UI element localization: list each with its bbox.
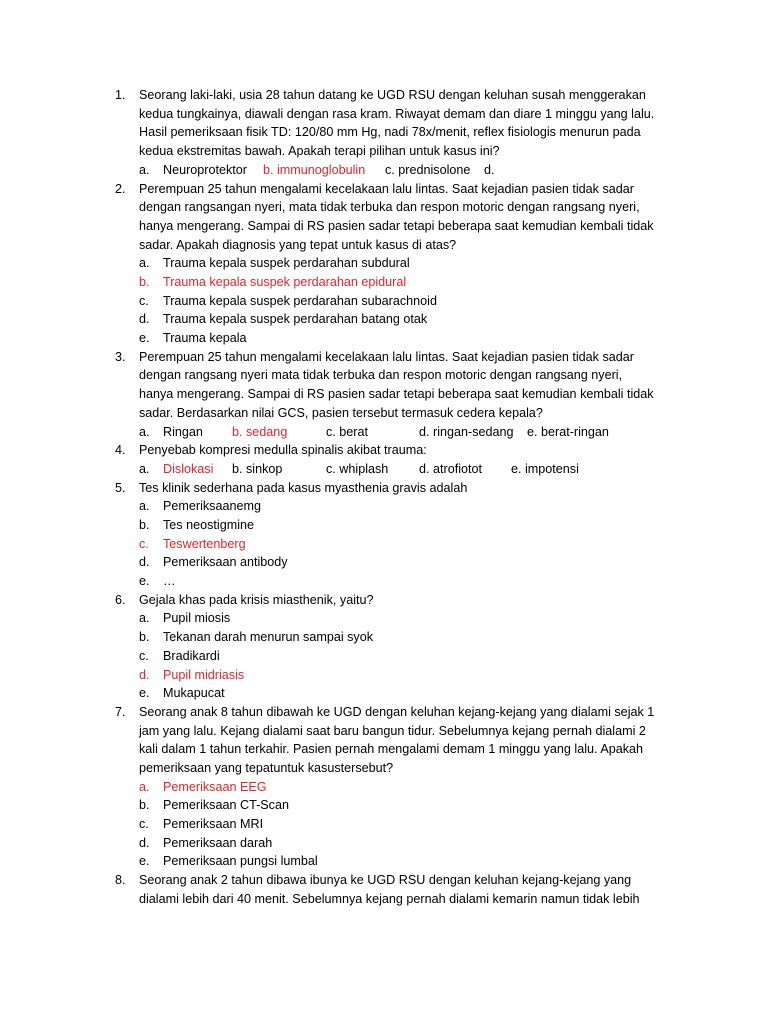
option-text: Pemeriksaanemg [163,499,261,514]
option-b: b. sinkop [232,461,283,476]
question-number: 7. [115,704,126,719]
option-text: Tes neostigmine [163,518,255,533]
option-text: Trauma kepala suspek perdarahan batang otak [163,312,428,327]
question-3 [0,348,661,423]
question-number: 8. [115,873,126,888]
option-letter: b. [139,518,150,533]
option-d: d. atrofiotot [419,461,483,476]
question-4 [0,441,661,460]
option-item [0,609,768,628]
option-letter: c. [139,293,149,308]
option-letter: d. [139,835,150,850]
option-text: Pemeriksaan pungsi lumbal [163,854,318,869]
option-a: Neuroprotektor [163,162,247,177]
question-text: Tes klinik sederhana pada kasus myasthenia gravis adalah [139,480,468,495]
option-letter: c. [139,648,149,663]
option-a-correct: Dislokasi [163,461,214,476]
option-letter: b. [139,798,150,813]
option-b-correct: b. immunoglobulin [263,162,366,177]
option-e: e. impotensi [511,461,579,476]
question-text: Penyebab kompresi medulla spinalis akibat trauma: [139,443,427,458]
option-text: Pupil midriasis [163,667,245,682]
option-d: d. ringan-sedang [419,424,514,439]
option-e: e. berat-ringan [527,424,609,439]
question-text: Gejala khas pada krisis miasthenik, yaitu? [139,592,374,607]
option-item [0,815,768,834]
option-letter: a. [139,461,150,476]
option-item-correct [0,778,768,797]
option-item [0,254,768,273]
option-letter: b. [139,275,150,289]
inline-options [0,460,768,479]
question-number: 6. [115,592,126,607]
question-number: 4. [115,443,126,458]
option-text: Pupil miosis [163,611,231,626]
option-letter: d. [139,555,150,570]
option-item [0,572,768,591]
question-text: Seorang anak 2 tahun dibawa ibunya ke UGD RSU dengan keluhan kejang-kejang yang dialami lebih dari 40 menit. Sebelumnya kejang pernah dialami kemarin namun tidak lebih [139,873,640,906]
option-letter: a. [139,424,150,439]
question-text: Perempuan 25 tahun mengalami kecelakaan lalu lintas. Saat kejadian pasien tidak sadar dengan rangsangan nyeri, mata tidak terbuka dan respon motoric dengan rangsang nyeri, hanya mengerang. Sampai di RS pasien sadar tetapi beberapa saat kemudian kembali tidak sadar. Apakah diagnosis yang tepat untuk kasus di atas? [139,181,654,252]
option-text: Pemeriksaan antibody [163,555,288,570]
option-text: Trauma kepala suspek perdarahan epidural [163,275,407,289]
question-text: Seorang anak 8 tahun dibawah ke UGD dengan keluhan kejang-kejang yang dialami sejak 1 jam yang lalu. Kejang dialami saat baru bangun tidur. Sebelumnya kejang pernah dialami 2 kali dalam 1 tahun terkahir. Pasien pernah mengalami demam 1 minggu yang lalu. Apakah pemeriksaan yang tepatuntuk kasustersebut? [139,704,655,776]
option-text: Pemeriksaan EEG [163,779,267,794]
option-text: Pemeriksaan darah [163,835,273,850]
question-number: 2. [115,181,126,196]
option-a: Ringan [163,424,203,439]
option-item [0,684,768,703]
option-text: Pemeriksaan MRI [163,817,264,832]
option-text: Trauma kepala suspek perdarahan subarachnoid [163,293,437,308]
question-number: 1. [115,88,126,102]
option-letter: e. [139,686,150,701]
inline-options [0,423,768,442]
question-1 [0,86,661,161]
option-text: Bradikardi [163,648,220,663]
option-text: Tekanan darah menurun sampai syok [163,630,374,645]
option-c: c. whiplash [326,461,389,476]
option-item [0,628,768,647]
option-letter: b. [139,630,150,645]
option-text: Trauma kepala suspek perdarahan subdural [163,256,410,271]
option-item [0,292,768,311]
option-letter: a. [139,611,150,626]
option-letter: e. [139,854,150,869]
question-list [0,86,768,909]
option-letter: a. [139,256,150,271]
option-item-correct [0,535,768,554]
option-letter: c. [139,817,149,832]
option-letter: e. [139,574,150,589]
question-7 [0,703,661,778]
option-item [0,516,768,535]
question-6 [0,591,661,610]
option-letter: d. [139,312,150,327]
question-text: Seorang laki-laki, usia 28 tahun datang ke UGD RSU dengan keluhan susah menggerakan kedua tungkainya, diawali dengan rasa kram. Riwayat demam dan diare 1 minggu yang lalu. Hasil pemeriksaan fisik TD: 120/80 mm Hg, nadi 78x/menit, reflex fisiologis menurun pada kedua ekstremitas bawah. Apakah terapi pilihan untuk kasus ini? [139,88,655,159]
option-letter: a. [139,499,150,514]
option-item [0,647,768,666]
option-letter: c. [139,536,149,551]
option-text: Teswertenberg [163,536,246,551]
option-item [0,553,768,572]
question-number: 5. [115,480,126,495]
option-item-correct [0,666,768,685]
question-number: 3. [115,349,126,364]
option-item [0,796,768,815]
option-text: Mukapucat [163,686,225,701]
option-item [0,310,768,329]
option-item [0,497,768,516]
option-text: Pemeriksaan CT-Scan [163,798,289,813]
option-c: c. prednisolone [385,162,471,177]
option-item-correct [0,273,768,292]
question-text: Perempuan 25 tahun mengalami kecelakaan lalu lintas. Saat kejadian pasien tidak sadar dengan rangsang nyeri mata tidak terbuka dan respon motoric dengan rangsang nyeri, hanya mengerang. Sampai di RS pasien sadar tetapi beberapa saat kemudian kembali tidak sadar. Berdasarkan nilai GCS, pasien tersebut termasuk cedera kepala? [139,349,654,420]
option-b-correct: b. sedang [232,424,288,439]
option-c: c. berat [326,424,368,439]
question-8 [0,871,661,908]
option-d: d. [484,162,495,177]
option-item [0,852,768,871]
question-2 [0,180,661,255]
option-letter: a. [139,779,150,794]
option-item [0,329,768,348]
question-5 [0,479,661,498]
option-letter: d. [139,667,150,682]
option-letter: e. [139,331,150,346]
option-text: … [163,574,176,589]
option-letter: a. [139,162,150,177]
option-text: Trauma kepala [163,331,247,346]
option-item [0,834,768,853]
inline-options [0,161,768,180]
